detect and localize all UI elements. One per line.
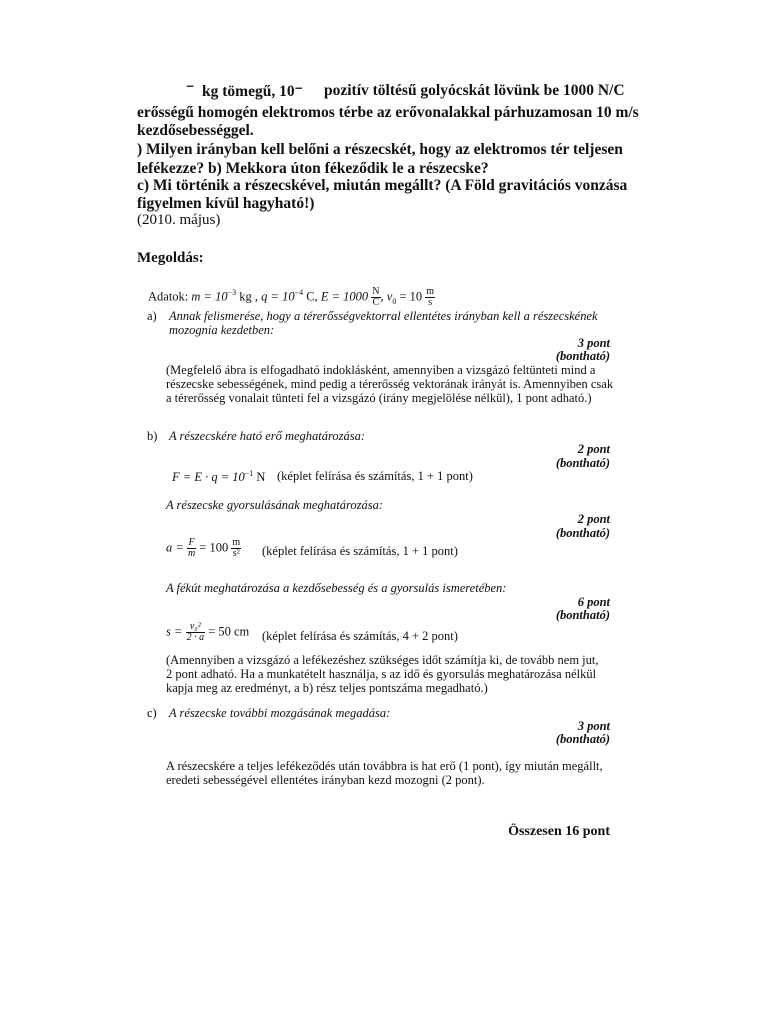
- problem-line-1b: pozitív töltésű golyócskát lövünk be 1000 N/C: [324, 82, 625, 99]
- part-a-divisible: (bontható): [555, 349, 610, 363]
- part-a-title-1: Annak felismerése, hogy a térerősségvektorral ellentétes irányban kell a részecskének: [169, 309, 598, 323]
- part-b-divisible-2: (bontható): [555, 526, 610, 540]
- accel-note: (képlet felírása és számítás, 1 + 1 pont): [262, 544, 458, 558]
- problem-line-4: ) Milyen irányban kell belőni a részecskét, hogy az elektromos tér teljesen: [137, 141, 623, 158]
- problem-line-5: lefékezze? b) Mekkora úton fékeződik le a részecske?: [137, 160, 489, 177]
- data-charge-exp: −4: [294, 288, 304, 298]
- problem-line-7: figyelmen kívül hagyható!): [137, 195, 315, 212]
- part-b-extra-3: kapja meg az eredményt, a b) rész teljes pontszáma megadható.): [166, 681, 488, 695]
- accel-eq: = 100: [199, 540, 229, 555]
- part-b-letter: b): [147, 429, 158, 443]
- part-c-text-2: eredeti sebességével ellentétes irányban kezd mozogni (2 pont).: [166, 773, 485, 787]
- part-b-title: A részecskére ható erő meghatározása:: [169, 429, 366, 443]
- brake-den: 2 · a: [186, 632, 205, 643]
- brake-num: v₀²: [186, 622, 206, 633]
- data-velocity-eq: = 10: [399, 289, 423, 304]
- data-field-unit: [371, 287, 380, 308]
- force-note: (képlet felírása és számítás, 1 + 1 pont): [277, 469, 473, 483]
- part-c-letter: c): [147, 706, 157, 720]
- part-a-note-3: a térerősség vonalait tünteti fel a vizsgázó (irány megjelölése nélkül), 1 pont adható.): [166, 391, 592, 405]
- accel-title: A részecske gyorsulásának meghatározása:: [166, 498, 383, 512]
- part-b-points-3: 6 pont: [577, 595, 610, 609]
- part-b-divisible-1: (bontható): [555, 456, 610, 470]
- data-velocity-unit-den: s: [428, 297, 433, 308]
- force-exp: −1: [244, 469, 254, 478]
- problem-exp-mark: ⁻: [186, 81, 195, 98]
- data-mass-unit: kg ,: [239, 289, 259, 304]
- brake-fraction: [186, 622, 206, 643]
- part-b-points-1: 2 pont: [577, 442, 610, 456]
- part-a-note-1: (Megfelelő ábra is elfogadható indoklásként, amennyiben a vizsgázó feltünteti mind a: [166, 363, 596, 377]
- problem-line-6: c) Mi történik a részecskével, miután megállt? (A Föld gravitációs vonzása: [137, 177, 628, 194]
- accel-unit-num: m: [232, 537, 241, 548]
- accel-a: a =: [166, 540, 184, 555]
- accel-formula-line: [166, 538, 241, 559]
- part-c-title: A részecske további mozgásának megadása:: [169, 706, 391, 720]
- part-a-points: 3 pont: [577, 336, 610, 350]
- part-a-title-2: mozognia kezdetben:: [169, 323, 275, 337]
- data-velocity: , v: [380, 289, 393, 304]
- data-velocity-unit-num: m: [426, 286, 435, 297]
- part-c-divisible: (bontható): [555, 732, 610, 746]
- data-line: [148, 287, 435, 308]
- data-velocity-unit: [425, 287, 435, 308]
- data-velocity-sub: 0: [392, 296, 397, 306]
- brake-title: A fékút meghatározása a kezdősebesség és a gyorsulás ismeretében:: [166, 581, 507, 595]
- accel-unit: [231, 538, 241, 559]
- part-a-note-2: részecske sebességének, mind pedig a térerősség vektorának irányát is. Amennyiben csak: [166, 377, 614, 391]
- part-b-extra-1: (Amennyiben a vizsgázó a lefékezéshez szükséges időt számítja ki, de tovább nem jut,: [166, 653, 599, 667]
- data-field: E = 1000: [320, 289, 369, 304]
- part-a-letter: a): [147, 309, 157, 323]
- part-b-divisible-3: (bontható): [555, 608, 610, 622]
- problem-line-2: erősségű homogén elektromos térbe az erővonalakkal párhuzamosan 10 m/s: [137, 104, 639, 121]
- force-formula-line: [172, 469, 265, 485]
- force-formula: F = E · q = 10: [172, 470, 245, 485]
- brake-formula-line: [166, 622, 249, 643]
- problem-line-3: kezdősebességgel.: [137, 122, 254, 139]
- data-field-unit-num: N: [372, 286, 380, 297]
- problem-date: (2010. május): [137, 212, 221, 228]
- solution-heading: Megoldás:: [137, 250, 204, 266]
- accel-fraction: [187, 538, 196, 559]
- accel-num: F: [188, 537, 195, 548]
- data-label: Adatok:: [148, 289, 189, 304]
- data-charge-unit: C,: [306, 289, 318, 304]
- data-field-unit-den: C: [372, 297, 380, 308]
- part-c-text-1: A részecskére a teljes lefékeződés után továbbra is hat erő (1 pont), így miután megállt,: [166, 759, 603, 773]
- brake-note: (képlet felírása és számítás, 4 + 2 pont): [262, 629, 458, 643]
- part-c-points: 3 pont: [577, 719, 610, 733]
- data-mass: m = 10: [191, 289, 228, 304]
- problem-line-1a: kg tömegű, 10⁻: [202, 83, 303, 100]
- brake-eq: = 50 cm: [208, 624, 250, 639]
- total-points: Összesen 16 pont: [508, 824, 610, 839]
- part-b-extra-2: 2 pont adható. Ha a munkatételt használja, s az idő és gyorsulás meghatározása nélkül: [166, 667, 597, 681]
- accel-unit-den: s²: [232, 548, 240, 559]
- data-mass-exp: −3: [227, 288, 237, 298]
- force-unit: N: [256, 470, 266, 485]
- accel-den: m: [187, 548, 196, 559]
- part-b-points-2: 2 pont: [577, 512, 610, 526]
- brake-s: s =: [166, 624, 183, 639]
- data-charge: q = 10: [261, 289, 295, 304]
